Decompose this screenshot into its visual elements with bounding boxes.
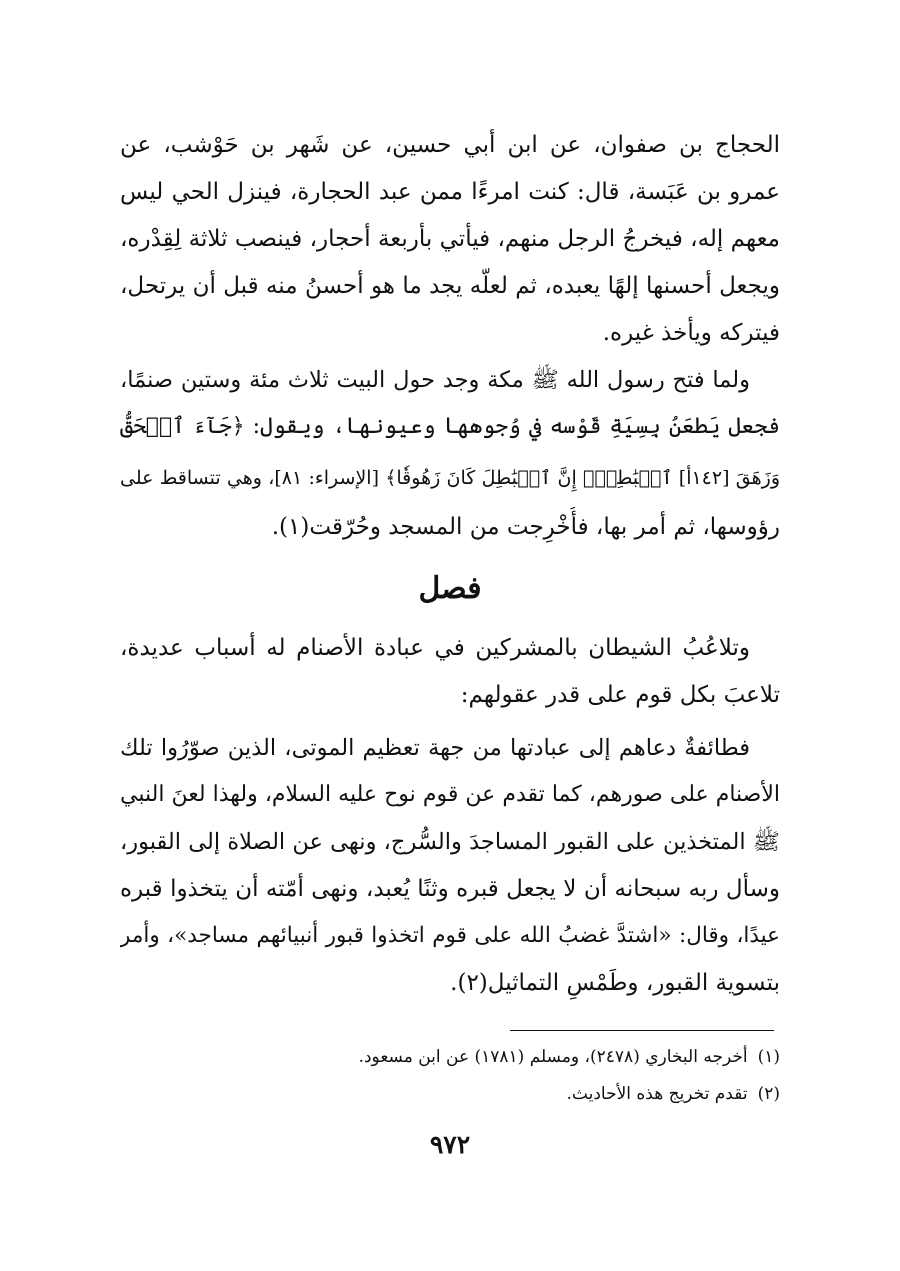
text-line: ﷺ المتخذين على القبور المساجدَ والسُّرج، ونهى عن الصلاة إلى القبور،: [120, 829, 780, 855]
text-line: عمرو بن عَبَسة، قال: كنت امرءًا ممن عبد الحجارة، فينزل الحي ليس: [120, 179, 780, 205]
text-line: ولما فتح رسول الله ﷺ مكة وجد حول البيت ثلاث مئة وستين صنمًا،: [120, 367, 750, 393]
text-line: الأصنام على صورهم، كما تقدم عن قوم نوح عليه السلام، ولهذا لعنَ النبي: [120, 782, 780, 807]
page-number: ٩٧٢: [429, 1130, 471, 1159]
text-line: تلاعبَ بكل قوم على قدر عقولهم:: [460, 682, 780, 708]
text-line: الحجاج بن صفوان، عن ابن أبي حسين، عن شَهر بن حَوْشب، عن: [120, 132, 780, 158]
text-line: عيدًا، وقال: «اشتدَّ غضبُ الله على قوم اتخذوا قبور أنبيائهم مساجد»، وأمر: [120, 923, 780, 948]
text-line: فطائفةٌ دعاهم إلى عبادتها من جهة تعظيم الموتى، الذين صوّرُوا تلك: [120, 735, 750, 761]
quran-verse-line: وَزَهَقَ [١٤٢أ] ٱلۡبَٰطِلُۚ إِنَّ ٱلۡبَٰطِلَ كَانَ زَهُوقٗا﴾ [الإسراء: ٨١]، وهي تتساقط على: [120, 467, 780, 489]
footnote: [120, 1042, 780, 1072]
text-line: معهم إله، فيخرجُ الرجل منهم، فيأتي بأربعة أحجار، فينصب ثلاثة لِقِدْره،: [120, 226, 780, 252]
footnote: [120, 1079, 780, 1109]
section-heading: فصل: [418, 571, 482, 606]
text-line: فيتركه ويأخذ غيره.: [602, 320, 780, 346]
text-line: وتلاعُبُ الشيطان بالمشركين في عبادة الأصنام له أسباب عديدة،: [120, 635, 750, 661]
text-line: بتسوية القبور، وطَمْسِ التماثيل(٢).: [450, 970, 780, 996]
footnote-number: (٢): [757, 1084, 780, 1104]
text-line: وسأل ربه سبحانه أن لا يجعل قبره وثنًا يُعبد، ونهى أمّته أن يتخذوا قبره: [120, 876, 780, 902]
footnote-separator: [510, 1030, 774, 1031]
footnote-number: (١): [757, 1047, 780, 1067]
text-line: فجعل يَطعَنُ بِسِيَةِ قَوْسه في وُجوهها وعيونها، ويقول: ﴿جَآءَ ٱلۡحَقُّ: [120, 414, 780, 439]
text-line: رؤوسها، ثم أمر بها، فأُخْرِجت من المسجد وحُرّقت(١).: [271, 514, 780, 540]
text-line: ويجعل أحسنها إلهًا يعبده، ثم لعلّه يجد ما هو أحسنُ منه قبل أن يرتحل،: [120, 273, 780, 299]
footnote-text: تقدم تخريج هذه الأحاديث.: [566, 1084, 748, 1104]
footnote-text: أخرجه البخاري (٢٤٧٨)، ومسلم (١٧٨١) عن ابن مسعود.: [358, 1047, 748, 1067]
